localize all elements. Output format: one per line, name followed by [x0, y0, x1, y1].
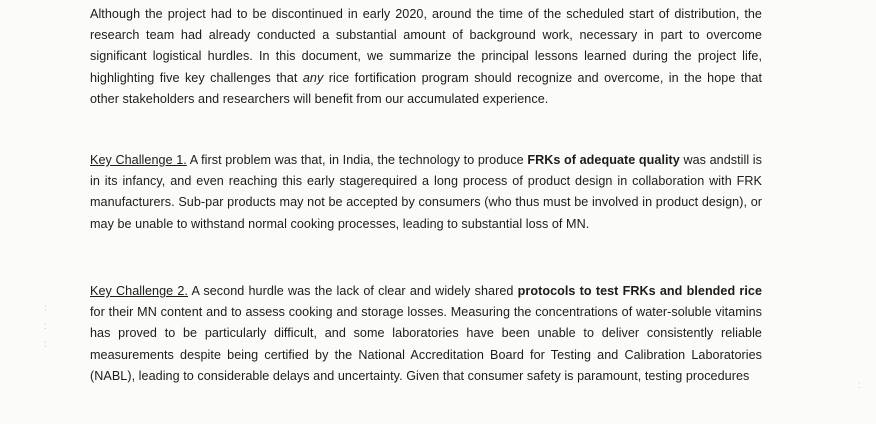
scan-artifact-left: : : : — [44, 303, 47, 350]
key-challenge-1-paragraph — [90, 150, 762, 235]
key-challenge-1-text-b: was andstill is in its infancy, and even reaching this early stagerequired a long process of product design in collaboration with FRK manufacturers. Sub-par products may not be accepted by consumers (who thus must be involved in product design), or may be unable to withstand normal cooking processes, leading to substantial loss of MN. — [90, 153, 763, 231]
intro-text-b: rice fortification program should recognize and overcome, in the hope that other stakeholders and researchers will benefit from our accumulated experience. — [90, 70, 762, 106]
scan-artifact-right: : — [858, 380, 861, 391]
key-challenge-1-heading: Key Challenge 1. — [90, 153, 187, 167]
key-challenge-1-text-a: A first problem was that, in India, the technology to produce — [186, 153, 528, 167]
key-challenge-1-bold: FRKs of adequate quality — [527, 153, 680, 167]
key-challenge-2-paragraph — [90, 281, 762, 387]
key-challenge-2-heading: Key Challenge 2. — [90, 284, 188, 298]
intro-emphasis: any — [302, 70, 324, 85]
key-challenge-2-text-b: for their MN content and to assess cooking and storage losses. Measuring the concentrations of water-soluble vitamins has proved to be particularly difficult, and some laboratories have been unable to deliver consistently reliable measurements despite being certified by the National Accreditation Board for Testing and Calibration Laboratories (NABL), leading to considerable delays and uncertainty. Given that consumer safety is paramount, testing procedures — [90, 305, 762, 383]
intro-text-a: Although the project had to be discontinued in early 2020, around the time of the scheduled start of distribution, the research team had already conducted a substantial amount of background work, necessary in part to overcome significant logistical hurdles. In this document, we summarize the principal lessons learned during the project life, highlighting five key challenges that — [90, 7, 762, 85]
key-challenge-2-text-a: A second hurdle was the lack of clear and widely shared — [187, 284, 518, 298]
key-challenge-2-bold: protocols to test FRKs and blended rice — [517, 284, 763, 298]
intro-paragraph — [90, 4, 762, 110]
